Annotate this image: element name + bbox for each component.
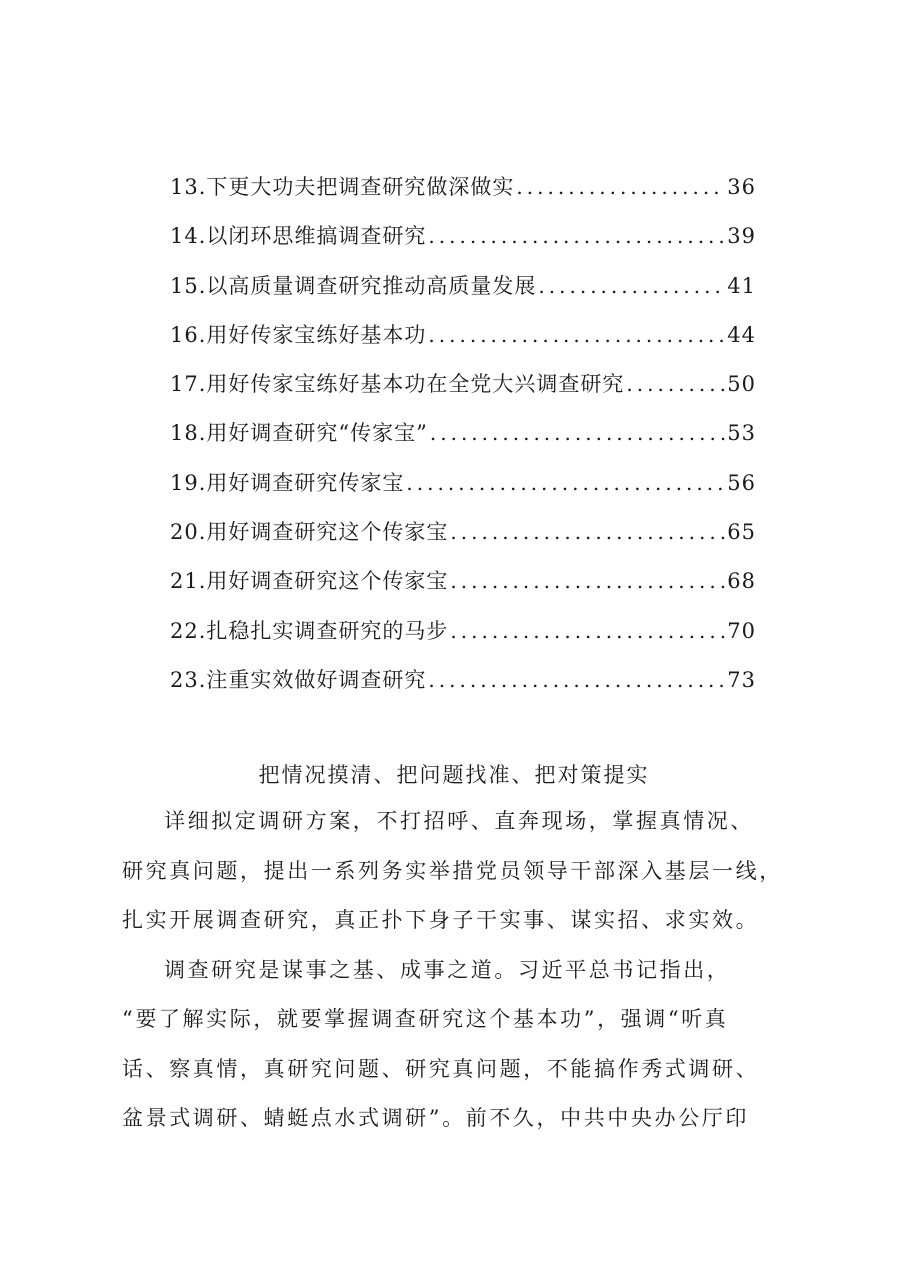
toc-entry-page: 70	[727, 618, 756, 643]
toc-entry-page: 53	[727, 421, 756, 446]
toc-entry[interactable]	[170, 607, 756, 656]
paragraph-line: “要了解实际，就要掌握调查研究这个基本功”，强调“听真	[122, 1007, 729, 1031]
article-title: 把情况摸清、把问题找准、把对策提实	[258, 763, 650, 787]
paragraph-line: 话、察真情，真研究问题、研究真问题，不能搞作秀式调研、	[122, 1056, 760, 1081]
toc-entry[interactable]	[170, 508, 756, 557]
toc-entry-page: 36	[727, 175, 756, 199]
toc-leader-dots	[428, 656, 725, 705]
toc-entry-title: 21.用好调查研究这个传家宝	[170, 569, 449, 594]
paragraph-line: 扎实开展调查研究，真正扑下身子干实事、谋实招、求实效。	[122, 908, 760, 932]
paragraph-line: 调查研究是谋事之基、成事之道。习近平总书记指出，	[164, 957, 731, 982]
toc-entry-title: 13.下更大功夫把调查研究做深做实	[170, 175, 515, 199]
article-paragraph	[122, 797, 806, 946]
toc-entry-title: 20.用好调查研究这个传家宝	[170, 520, 449, 545]
toc-entry[interactable]	[170, 163, 756, 212]
toc-entry[interactable]	[170, 656, 756, 705]
toc-entry-title: 18.用好调查研究“传家宝”	[170, 421, 428, 446]
toc-leader-dots	[516, 163, 725, 212]
paragraph-line: 盆景式调研、蜻蜓点水式调研”。前不久，中共中央办公厅印	[122, 1106, 749, 1130]
toc-leader-dots	[428, 212, 725, 261]
article-paragraph	[122, 946, 806, 1144]
toc-entry[interactable]	[170, 311, 756, 360]
toc-leader-dots	[450, 557, 725, 606]
toc-leader-dots	[450, 508, 725, 557]
paragraph-line: 详细拟定调研方案，不打招呼、直奔现场，掌握真情况、	[164, 809, 754, 833]
toc-entry-title: 16.用好传家宝练好基本功	[170, 322, 427, 347]
toc-entry-title: 14.以闭环思维搞调查研究	[170, 224, 427, 249]
table-of-contents	[170, 163, 756, 705]
toc-entry[interactable]	[170, 409, 756, 458]
toc-entry-page: 65	[727, 520, 756, 545]
toc-leader-dots	[538, 262, 725, 311]
toc-entry-page: 56	[727, 470, 756, 495]
toc-entry-page: 73	[727, 667, 756, 692]
toc-entry[interactable]	[170, 262, 756, 311]
article-section	[122, 753, 806, 1144]
toc-entry-page: 39	[727, 224, 756, 249]
toc-entry-title: 15.以高质量调查研究推动高质量发展	[170, 273, 537, 298]
toc-entry-title: 23.注重实效做好调查研究	[170, 667, 427, 692]
toc-leader-dots	[406, 459, 725, 508]
toc-entry-page: 44	[727, 322, 756, 347]
toc-entry[interactable]	[170, 212, 756, 261]
toc-entry[interactable]	[170, 557, 756, 606]
toc-entry-title: 19.用好调查研究传家宝	[170, 470, 405, 495]
toc-entry[interactable]	[170, 360, 756, 409]
toc-entry-title: 22.扎稳扎实调查研究的马步	[170, 618, 449, 643]
toc-entry-title: 17.用好传家宝练好基本功在全党大兴调查研究	[170, 372, 625, 397]
toc-leader-dots	[450, 607, 725, 656]
toc-leader-dots	[428, 311, 725, 360]
toc-leader-dots	[626, 360, 725, 409]
toc-entry-page: 68	[727, 569, 756, 594]
toc-entry-page: 50	[727, 372, 756, 397]
paragraph-line: 研究真问题，提出一系列务实举措党员领导干部深入基层一线，	[122, 858, 783, 883]
toc-leader-dots	[430, 409, 725, 458]
toc-entry[interactable]	[170, 459, 756, 508]
toc-entry-page: 41	[727, 273, 756, 298]
